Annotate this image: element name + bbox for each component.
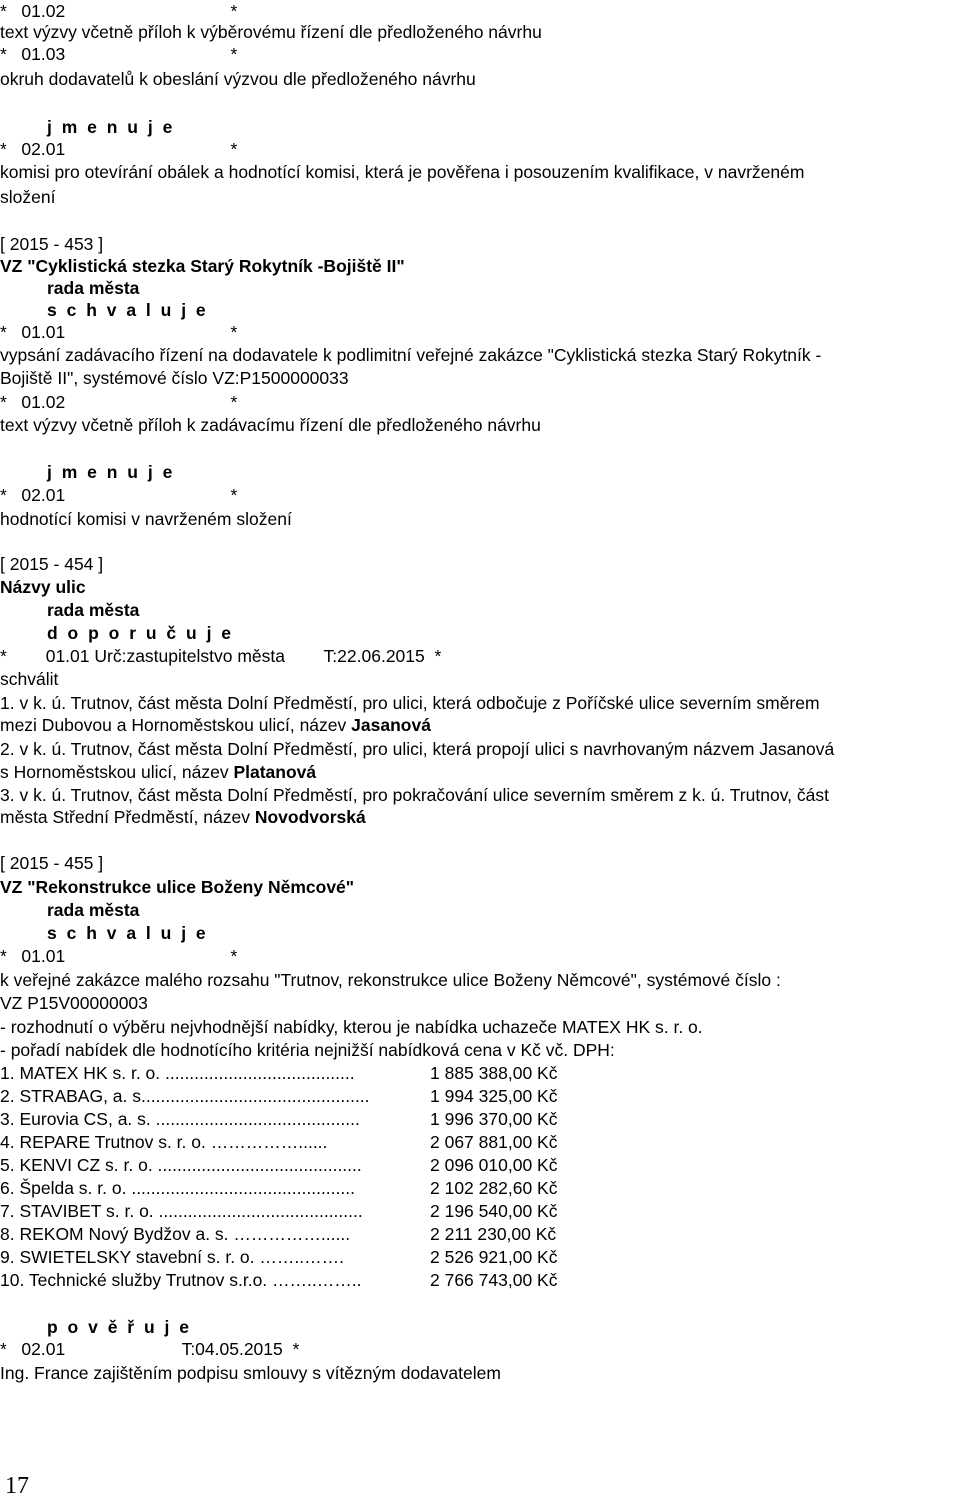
bid-name: 5. KENVI CZ s. r. o. ..........................................: [0, 1155, 362, 1175]
bid-price: 2 096 010,00 Kč: [430, 1155, 558, 1175]
paragraph: 3. v k. ú. Trutnov, část města Dolní Předměstí, pro pokračování ulice severním směrem z k. ú. Trutnov, část: [0, 785, 829, 805]
bid-price: 1 885 388,00 Kč: [430, 1063, 558, 1083]
action-heading: s c h v a l u j e: [47, 923, 209, 943]
action-heading: d o p o r u č u j e: [47, 623, 234, 643]
bid-name: 1. MATEX HK s. r. o. .......................................: [0, 1063, 355, 1083]
paragraph: hodnotící komisi v navrženém složení: [0, 509, 292, 529]
paragraph: 1. v k. ú. Trutnov, část města Dolní Předměstí, pro ulici, která odbočuje z Poříčské ulice severním směrem: [0, 693, 820, 713]
item-marker: * 01.01 *: [0, 946, 238, 966]
item-marker: * 02.01 *: [0, 485, 238, 505]
street-name: Novodvorská: [254, 807, 366, 827]
paragraph: 2. v k. ú. Trutnov, část města Dolní Předměstí, pro ulici, která propojí ulici s navrhovaným názvem Jasanová: [0, 739, 835, 759]
paragraph: k veřejné zakázce malého rozsahu "Trutnov, rekonstrukce ulice Boženy Němcové", systémové číslo :: [0, 970, 781, 990]
item-marker: * 01.01 Urč:zastupitelstvo města T:22.06.2015 *: [0, 646, 442, 666]
bid-price: 1 994 325,00 Kč: [430, 1086, 558, 1106]
page-number: 17: [5, 1473, 29, 1499]
bid-name: 2. STRABAG, a. s...............................................: [0, 1086, 370, 1106]
item-marker: * 02.01 *: [0, 139, 238, 159]
bid-name: 4. REPARE Trutnov s. r. o. ……………......: [0, 1132, 328, 1152]
bid-price: 2 526 921,00 Kč: [430, 1247, 558, 1267]
item-marker: * 01.02 *: [0, 392, 238, 412]
paragraph: složení: [0, 187, 56, 207]
paragraph: okruh dodavatelů k obeslání výzvou dle předloženého návrhu: [0, 69, 476, 89]
bid-price: 2 102 282,60 Kč: [430, 1178, 558, 1198]
bid-price: 2 196 540,00 Kč: [430, 1201, 558, 1221]
action-heading: p o v ě ř u j e: [47, 1317, 192, 1337]
item-marker: * 01.02 *: [0, 1, 238, 21]
body-heading: rada města: [47, 900, 140, 920]
paragraph: - pořadí nabídek dle hodnotícího kritéria nejnižší nabídková cena v Kč vč. DPH:: [0, 1040, 615, 1060]
body-heading: rada města: [47, 278, 140, 298]
action-heading: s c h v a l u j e: [47, 300, 209, 320]
paragraph: komisi pro otevírání obálek a hodnotící komisi, která je pověřena i posouzením kvalifikace, v navrženém: [0, 162, 805, 182]
paragraph: text výzvy včetně příloh k výběrovému řízení dle předloženého návrhu: [0, 22, 542, 42]
street-name: Jasanová: [351, 715, 431, 735]
paragraph: Ing. France zajištěním podpisu smlouvy s vítězným dodavatelem: [0, 1363, 501, 1383]
bid-name: 9. SWIETELSKY stavební s. r. o. ……..…….: [0, 1247, 349, 1267]
item-marker: * 01.01 *: [0, 322, 238, 342]
paragraph: text výzvy včetně příloh k zadávacímu řízení dle předloženého návrhu: [0, 415, 541, 435]
resolution-number: [ 2015 - 453 ]: [0, 234, 104, 254]
paragraph: schválit: [0, 669, 59, 689]
paragraph: s Hornoměstskou ulicí, název Platanová: [0, 762, 317, 782]
paragraph: mezi Dubovou a Hornoměstskou ulicí, název Jasanová: [0, 715, 431, 735]
bid-name: 10. Technické služby Trutnov s.r.o. ……..……..: [0, 1270, 362, 1290]
bid-price: 2 211 230,00 Kč: [430, 1224, 557, 1244]
bid-price: 1 996 370,00 Kč: [430, 1109, 558, 1129]
paragraph: města Střední Předměstí, název Novodvorská: [0, 807, 366, 827]
resolution-title: VZ "Rekonstrukce ulice Boženy Němcové": [0, 877, 355, 897]
paragraph: VZ P15V00000003: [0, 993, 148, 1013]
action-heading: j m e n u j e: [47, 117, 175, 137]
resolution-number: [ 2015 - 454 ]: [0, 554, 104, 574]
street-name: Platanová: [233, 762, 317, 782]
resolution-title: Názvy ulic: [0, 577, 86, 597]
bid-name: 6. Špelda s. r. o. ..............................................: [0, 1178, 355, 1198]
bid-price: 2 067 881,00 Kč: [430, 1132, 558, 1152]
bid-name: 3. Eurovia CS, a. s. ..........................................: [0, 1109, 360, 1129]
paragraph: vypsání zadávacího řízení na dodavatele k podlimitní veřejné zakázce "Cyklistická stezka Starý Rokytník -: [0, 345, 822, 365]
paragraph: - rozhodnutí o výběru nejvhodnější nabídky, kterou je nabídka uchazeče MATEX HK s. r. o.: [0, 1017, 703, 1037]
bid-price: 2 766 743,00 Kč: [430, 1270, 558, 1290]
bid-name: 7. STAVIBET s. r. o. ..........................................: [0, 1201, 363, 1221]
bid-name: 8. REKOM Nový Bydžov a. s. ……………......: [0, 1224, 351, 1244]
resolution-number: [ 2015 - 455 ]: [0, 853, 104, 873]
body-heading: rada města: [47, 600, 140, 620]
action-heading: j m e n u j e: [47, 462, 175, 482]
resolution-title: VZ "Cyklistická stezka Starý Rokytník -Bojiště II": [0, 256, 405, 276]
item-marker: * 02.01 T:04.05.2015 *: [0, 1339, 300, 1359]
paragraph: Bojiště II", systémové číslo VZ:P1500000033: [0, 368, 349, 388]
item-marker: * 01.03 *: [0, 44, 238, 64]
